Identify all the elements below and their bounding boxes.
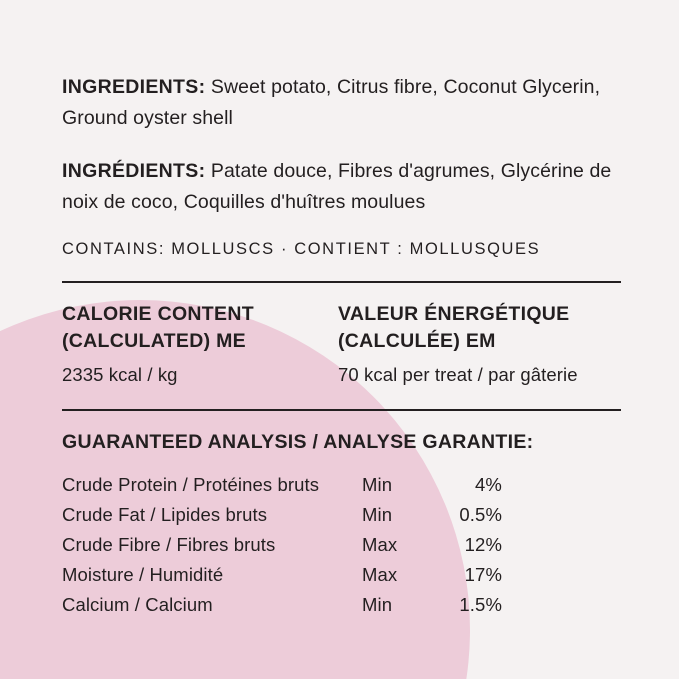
ingredients-french-text: Patate douce, Fibres d'agrumes, Glycérine de noix de coco, Coquilles d'huîtres moulues	[62, 160, 612, 213]
calorie-content-french	[338, 301, 621, 389]
nutrient-name: Moisture / Humidité	[62, 564, 224, 585]
divider-above-analysis	[62, 409, 621, 411]
nutrient-name: Crude Fat / Lipides bruts	[62, 504, 268, 525]
calorie-title-french: VALEUR ÉNERGÉTIQUE (CALCULÉE) EM	[338, 303, 570, 352]
ingredients-french	[62, 156, 621, 218]
table-row	[62, 590, 502, 620]
nutrient-amount: 17%	[464, 564, 502, 585]
nutrient-amount: 12%	[464, 534, 502, 555]
calorie-value-french: 70 kcal per treat / par gâterie	[338, 364, 578, 385]
guaranteed-analysis-body	[62, 470, 502, 620]
allergen-contains-statement: CONTAINS: MOLLUSCS · CONTIENT : MOLLUSQUES	[62, 240, 541, 258]
ingredients-english-label: INGREDIENTS:	[62, 76, 206, 98]
nutrient-amount: 4%	[475, 474, 502, 495]
nutrient-qualifier: Max	[362, 534, 398, 555]
calorie-title-english: CALORIE CONTENT (CALCULATED) ME	[62, 303, 254, 352]
table-row	[62, 560, 502, 590]
ingredients-french-label: INGRÉDIENTS:	[62, 160, 206, 182]
nutrient-qualifier: Max	[362, 564, 398, 585]
nutrient-qualifier: Min	[362, 594, 393, 615]
nutrient-name: Calcium / Calcium	[62, 594, 213, 615]
nutrient-name: Crude Fibre / Fibres bruts	[62, 534, 276, 555]
table-row	[62, 530, 502, 560]
nutrient-qualifier: Min	[362, 474, 393, 495]
nutrient-amount: 0.5%	[459, 504, 502, 525]
calorie-content-english	[62, 301, 338, 389]
calorie-content-section	[62, 283, 621, 389]
calorie-value-english: 2335 kcal / kg	[62, 364, 178, 385]
nutrient-qualifier: Min	[362, 504, 393, 525]
table-row	[62, 500, 502, 530]
guaranteed-analysis-title: GUARANTEED ANALYSIS / ANALYSE GARANTIE:	[62, 431, 534, 453]
table-row	[62, 470, 502, 500]
guaranteed-analysis-table	[62, 470, 502, 620]
ingredients-english	[62, 72, 621, 134]
ingredients-english-text: Sweet potato, Citrus fibre, Coconut Glycerin, Ground oyster shell	[62, 76, 601, 129]
nutrient-name: Crude Protein / Protéines bruts	[62, 474, 320, 495]
nutrient-amount: 1.5%	[459, 594, 502, 615]
